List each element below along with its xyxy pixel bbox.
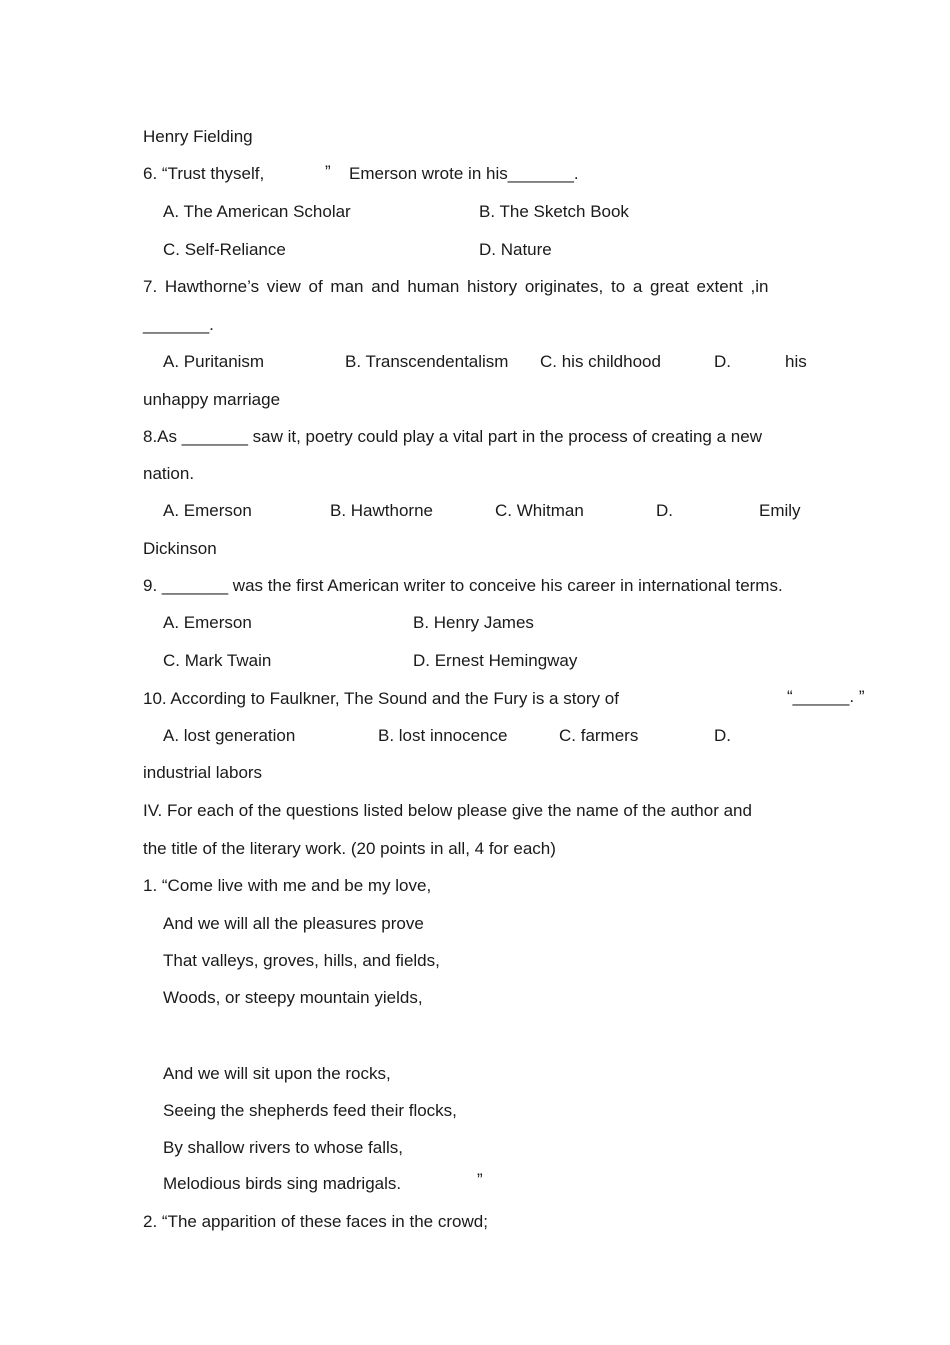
q10-stem: 10. According to Faulkner, The Sound and the Fury is a story of — [143, 689, 619, 708]
q7-option-d-letter: D. — [714, 352, 731, 371]
q7-option-c: C. his childhood — [540, 352, 661, 371]
poem-1-close-quote: ” — [477, 1170, 483, 1189]
q10-option-a: A. lost generation — [163, 726, 296, 745]
q6-option-b: B. The Sketch Book — [479, 202, 629, 221]
q8-option-d-end: Dickinson — [143, 539, 217, 558]
q6-option-a: A. The American Scholar — [163, 202, 351, 221]
section-4-instructions: IV. For each of the questions listed below please give the name of the author and — [143, 801, 752, 820]
q8-option-c: C. Whitman — [495, 501, 584, 520]
q10-option-b: B. lost innocence — [378, 726, 508, 745]
q7-stem-blank: _______. — [143, 315, 214, 334]
q7-stem: 7. Hawthorne’s view of man and human history originates, to a great extent ,in — [143, 277, 769, 296]
poem-1-line: And we will sit upon the rocks, — [163, 1064, 391, 1083]
q9-option-c: C. Mark Twain — [163, 651, 272, 670]
q8-stem: 8.As _______ saw it, poetry could play a vital part in the process of creating a new — [143, 427, 762, 446]
q8-option-b: B. Hawthorne — [330, 501, 433, 520]
q5-option-d-continued: Henry Fielding — [143, 127, 253, 146]
poem-2-line: 2. “The apparition of these faces in the crowd; — [143, 1212, 488, 1231]
poem-1-line: 1. “Come live with me and be my love, — [143, 876, 432, 895]
q9-stem: 9. _______ was the first American writer to conceive his career in international terms. — [143, 576, 783, 595]
q8-option-d-letter: D. — [656, 501, 673, 520]
poem-1-line: That valleys, groves, hills, and fields, — [163, 951, 440, 970]
poem-1-line: By shallow rivers to whose falls, — [163, 1138, 403, 1157]
q8-option-a: A. Emerson — [163, 501, 252, 520]
q10-option-d-text: industrial labors — [143, 763, 263, 782]
q8-stem-end: nation. — [143, 464, 195, 483]
q6-stem-start: 6. “Trust thyself, — [143, 164, 265, 183]
q6-close-quote: ” — [325, 162, 331, 181]
poem-1-line: Seeing the shepherds feed their flocks, — [163, 1101, 457, 1120]
q6-stem-end: Emerson wrote in his_______. — [349, 164, 579, 183]
q9-option-a: A. Emerson — [163, 613, 252, 632]
q10-option-d-letter: D. — [714, 726, 731, 745]
q8-option-d-start: Emily — [759, 501, 801, 520]
section-4-instructions-cont: the title of the literary work. (20 points in all, 4 for each) — [143, 839, 556, 858]
q7-option-d-end: unhappy marriage — [143, 390, 281, 409]
q7-option-d-start: his — [785, 352, 807, 371]
poem-1-line: And we will all the pleasures prove — [163, 914, 424, 933]
q9-option-d: D. Ernest Hemingway — [413, 651, 578, 670]
q7-option-a: A. Puritanism — [163, 352, 265, 371]
q10-blank: “______. ” — [787, 687, 865, 706]
q10-option-c: C. farmers — [559, 726, 639, 745]
q9-option-b: B. Henry James — [413, 613, 534, 632]
poem-1-line: Melodious birds sing madrigals. — [163, 1174, 402, 1193]
poem-1-line: Woods, or steepy mountain yields, — [163, 988, 423, 1007]
q6-option-c: C. Self-Reliance — [163, 240, 286, 259]
q7-option-b: B. Transcendentalism — [345, 352, 509, 371]
q6-option-d: D. Nature — [479, 240, 552, 259]
